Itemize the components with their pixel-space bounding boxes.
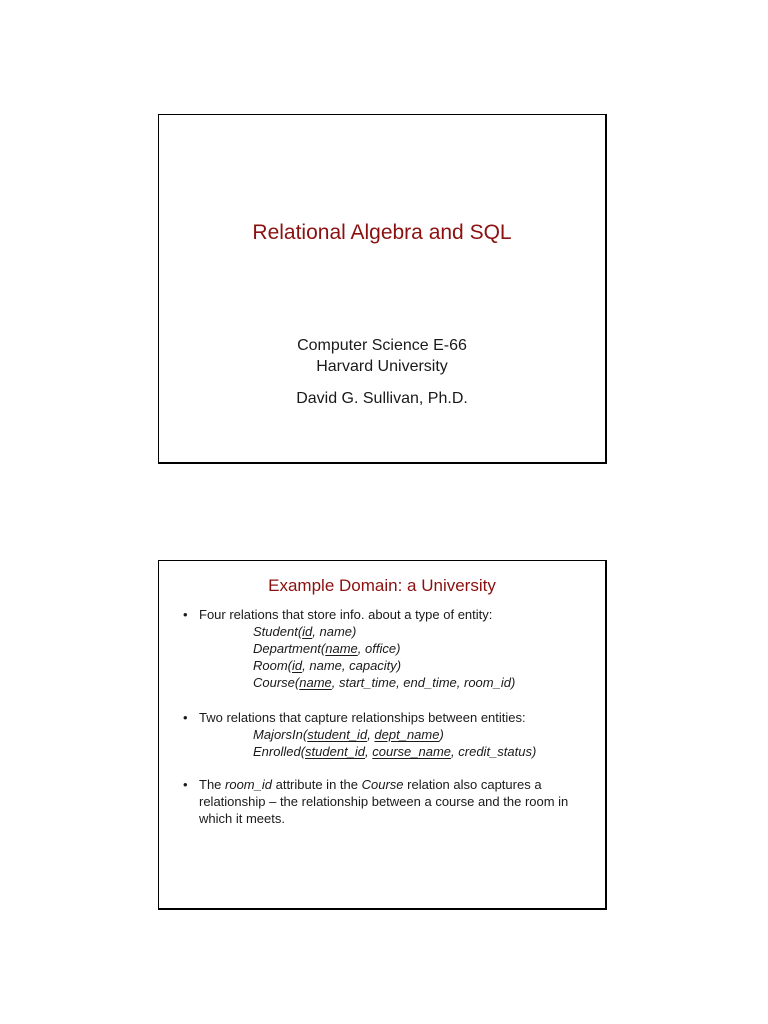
university-name: Harvard University [316,358,448,375]
relation-schema: Enrolled(student_id, course_name, credit_status) [253,744,537,759]
key-attribute: id [302,624,313,639]
slide-title: Example Domain: a University [268,576,496,595]
bullet-text: Two relations that capture relationships between entities: [199,710,526,725]
content-slide [158,560,607,910]
bullet-marker: • [183,777,188,792]
key-attribute: dept_name [374,727,440,742]
relation-schema: Department(name, office) [253,641,401,656]
author-name: David G. Sullivan, Ph.D. [296,390,468,407]
key-attribute: name [325,641,358,656]
bullet-item [183,776,587,827]
key-attribute: student_id [307,727,368,742]
relation-schema: Room(id, name, capacity) [253,658,402,673]
bullet-text: Four relations that store info. about a type of entity: [199,607,493,622]
bullet-text: The room_id attribute in the Course relation also captures a relationship – the relationship between a course and the room in which it meets. [199,777,569,826]
relation-schema: Course(name, start_time, end_time, room_id) [253,675,516,690]
key-attribute: id [292,658,303,673]
bullet-marker: • [183,607,188,622]
key-attribute: name [299,675,332,690]
title-slide [158,114,607,464]
bullet-marker: • [183,710,188,725]
relation-name: Course [361,777,404,792]
bullet-item [183,606,587,691]
key-attribute: course_name [372,744,452,759]
slide-title: Relational Algebra and SQL [252,221,512,244]
key-attribute: student_id [305,744,366,759]
course-name: Computer Science E-66 [297,337,467,354]
relation-schema: MajorsIn(student_id, dept_name) [253,727,444,742]
bullet-item [183,709,587,760]
relation-schema: Student(id, name) [253,624,357,639]
attribute-name: room_id [225,777,272,792]
